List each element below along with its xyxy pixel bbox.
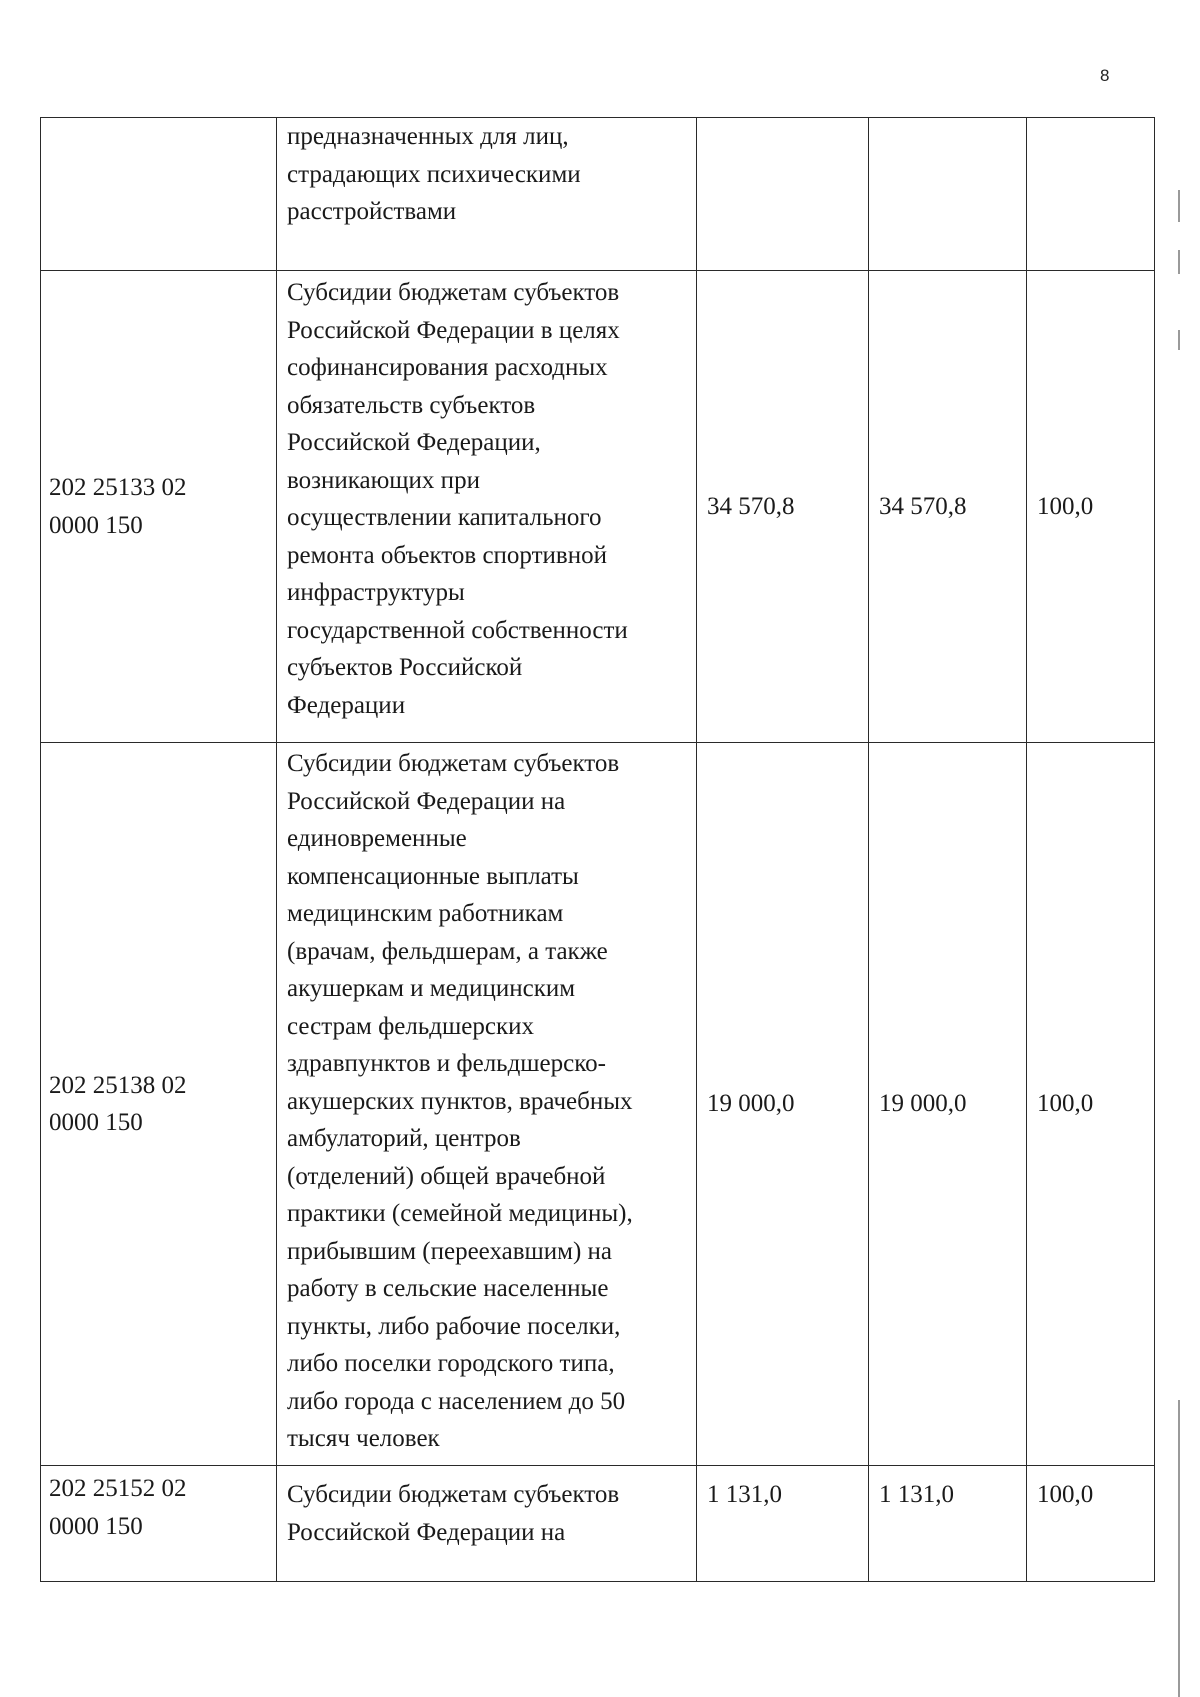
budget-code-line: 0000 150 [49,1512,143,1540]
description-cell [277,118,697,271]
percent-cell [1027,118,1155,271]
description-line: предназначенных для лиц, [287,123,569,150]
actual-amount-cell [869,118,1027,271]
description-line: страдающих психическими [287,160,581,188]
scan-edge-mark [1178,1400,1180,1697]
percent-cell: 100,0 [1027,743,1155,1466]
description-line: софинансирования расходных [287,354,608,381]
description-line: пункты, либо рабочие поселки, [287,1312,621,1340]
description-line: субъектов Российской [287,654,523,681]
description-line: прибывшим (переехавшим) на [287,1237,613,1265]
description-line: работу в сельские населенные [287,1275,609,1302]
percent-cell: 100,0 [1027,271,1155,743]
actual-amount-cell: 34 570,8 [869,271,1027,743]
budget-code-line: 202 25138 02 [49,1071,187,1099]
description-line: практики (семейной медицины), [287,1200,633,1227]
description-line: Федерации [287,691,406,719]
description-line: Российской Федерации в целях [287,316,620,344]
description-line: либо поселки городского типа, [287,1350,615,1377]
description-line: Российской Федерации на [287,1518,566,1546]
table-row [41,743,1155,1466]
description-line: (отделений) общей врачебной [287,1162,606,1190]
description-cell [277,1466,697,1582]
table-row [41,1466,1155,1582]
description-line: Субсидии бюджетам субъектов [287,1481,620,1508]
budget-code-cell [41,118,277,271]
planned-amount-cell: 19 000,0 [697,743,869,1466]
table-row [41,118,1155,271]
budget-code-line: 202 25133 02 [49,474,187,501]
table-row [41,271,1155,743]
description-line: Российской Федерации на [287,787,566,815]
description-cell [277,271,697,743]
description-line: Российской Федерации, [287,429,541,456]
page-number: 8 [1100,66,1110,85]
planned-amount-cell [697,118,869,271]
description-line: Субсидии бюджетам субъектов [287,279,620,306]
description-line: акушерских пунктов, врачебных [287,1087,633,1115]
scan-edge-mark [1178,330,1180,350]
description-line: осуществлении капитального [287,504,602,531]
description-line: сестрам фельдшерских [287,1012,534,1040]
description-line: амбулаторий, центров [287,1125,521,1152]
budget-revenue-table [40,117,1155,1582]
description-line: (врачам, фельдшерам, а также [287,937,608,965]
description-line: Субсидии бюджетам субъектов [287,750,620,777]
scan-edge-mark [1178,190,1180,222]
actual-amount-cell: 19 000,0 [869,743,1027,1466]
description-line: тысяч человек [287,1425,440,1452]
description-cell [277,743,697,1466]
description-line: возникающих при [287,466,480,494]
budget-code-line: 0000 150 [49,511,143,539]
budget-code-line: 0000 150 [49,1109,143,1136]
description-line: инфраструктуры [287,579,465,606]
description-line: расстройствами [287,198,457,225]
percent-cell: 100,0 [1027,1466,1155,1582]
description-line: обязательств субъектов [287,391,536,419]
description-line: единовременные [287,825,467,852]
description-line: ремонта объектов спортивной [287,541,607,569]
scan-edge-mark [1178,250,1180,274]
description-line: здравпунктов и фельдшерско- [287,1050,606,1077]
planned-amount-cell: 34 570,8 [697,271,869,743]
description-line: государственной собственности [287,616,628,644]
actual-amount-cell: 1 131,0 [869,1466,1027,1582]
budget-code-line: 202 25152 02 [49,1475,187,1502]
budget-code-cell [41,1466,277,1582]
budget-code-cell [41,743,277,1466]
description-line: медицинским работникам [287,900,564,927]
description-line: либо города с населением до 50 [287,1387,626,1415]
description-line: акушеркам и медицинским [287,975,576,1002]
budget-code-cell [41,271,277,743]
description-line: компенсационные выплаты [287,862,579,890]
planned-amount-cell: 1 131,0 [697,1466,869,1582]
